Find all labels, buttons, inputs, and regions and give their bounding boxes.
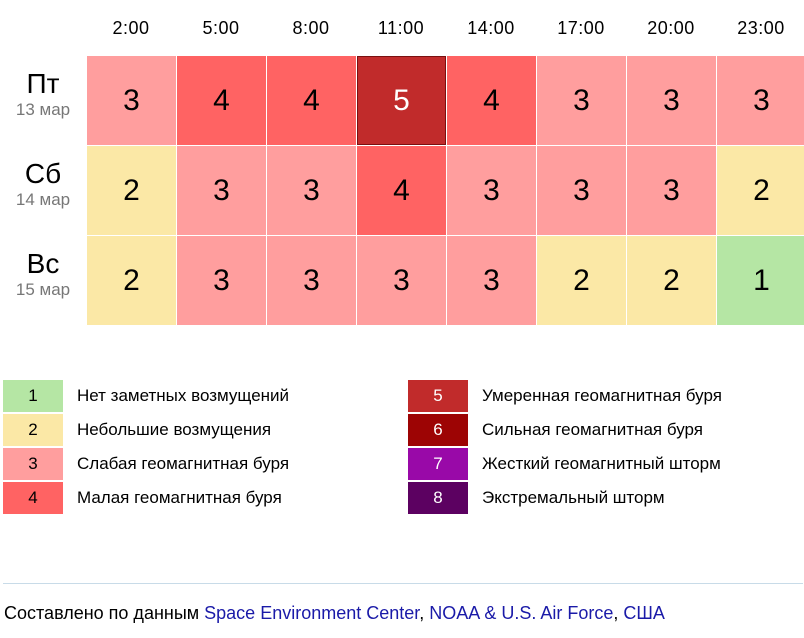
legend-swatch: 6	[408, 414, 468, 446]
legend-swatch: 8	[408, 482, 468, 514]
legend-text: Жесткий геомагнитный шторм	[482, 454, 721, 473]
kp-cell: 3	[357, 236, 446, 325]
time-header: 23:00	[737, 18, 785, 38]
legend-text: Небольшие возмущения	[77, 420, 272, 439]
day-name: Вс	[26, 248, 60, 279]
legend-text: Слабая геомагнитная буря	[77, 454, 290, 473]
legend-item	[3, 414, 271, 446]
legend-text: Экстремальный шторм	[482, 488, 665, 507]
legend-text: Малая геомагнитная буря	[77, 488, 282, 507]
legend-text: Нет заметных возмущений	[77, 386, 290, 405]
legend-text: Умеренная геомагнитная буря	[482, 386, 722, 405]
day-date: 13 мар	[15, 100, 71, 119]
legend-item	[408, 448, 721, 480]
kp-legend	[0, 380, 804, 520]
kp-cell: 4	[267, 56, 356, 145]
source-separator: ,	[419, 603, 430, 623]
kp-cell: 3	[537, 146, 626, 235]
legend-swatch: 5	[408, 380, 468, 412]
legend-swatch: 7	[408, 448, 468, 480]
source-footer	[4, 603, 665, 624]
time-header: 2:00	[112, 18, 150, 38]
space-environment-center-link[interactable]: Space Environment Center	[204, 603, 420, 623]
footer-divider	[3, 583, 803, 584]
legend-item	[3, 482, 282, 514]
noaa-air-force-link[interactable]: NOAA & U.S. Air Force	[429, 603, 614, 623]
source-prefix: Составлено по данным	[4, 603, 205, 623]
day-label	[0, 68, 86, 120]
legend-swatch: 2	[3, 414, 63, 446]
legend-swatch: 3	[3, 448, 63, 480]
kp-cell: 3	[717, 56, 804, 145]
legend-item	[3, 380, 289, 412]
kp-cell: 3	[177, 146, 266, 235]
kp-cell: 3	[537, 56, 626, 145]
source-separator: ,	[613, 603, 624, 623]
usa-link[interactable]: США	[623, 603, 665, 623]
day-date: 15 мар	[15, 280, 71, 299]
legend-item	[408, 482, 665, 514]
legend-item	[408, 414, 703, 446]
kp-cell: 3	[267, 236, 356, 325]
kp-cell: 4	[357, 146, 446, 235]
kp-cell: 2	[87, 236, 176, 325]
day-label	[0, 158, 86, 210]
legend-text: Сильная геомагнитная буря	[482, 420, 703, 439]
kp-cell: 3	[447, 146, 536, 235]
kp-cell: 2	[87, 146, 176, 235]
legend-swatch: 4	[3, 482, 63, 514]
time-header: 11:00	[377, 18, 425, 38]
kp-cell: 5	[357, 56, 446, 145]
time-header: 14:00	[467, 18, 515, 38]
kp-cell: 2	[717, 146, 804, 235]
kp-cell: 3	[627, 146, 716, 235]
time-header: 8:00	[292, 18, 330, 38]
day-date: 14 мар	[15, 190, 71, 209]
kp-cell: 3	[87, 56, 176, 145]
legend-item	[3, 448, 289, 480]
kp-cell: 2	[627, 236, 716, 325]
kp-cell: 1	[717, 236, 804, 325]
time-header: 17:00	[557, 18, 605, 38]
kp-cell: 3	[627, 56, 716, 145]
kp-cell: 2	[537, 236, 626, 325]
legend-swatch: 1	[3, 380, 63, 412]
kp-cell: 4	[447, 56, 536, 145]
kp-cell: 3	[267, 146, 356, 235]
kp-cell: 4	[177, 56, 266, 145]
kp-cell: 3	[447, 236, 536, 325]
time-header: 20:00	[647, 18, 695, 38]
day-name: Пт	[26, 68, 60, 99]
legend-item	[408, 380, 722, 412]
day-name: Сб	[24, 158, 62, 189]
day-label	[0, 248, 86, 300]
kp-cell: 3	[177, 236, 266, 325]
time-header: 5:00	[202, 18, 240, 38]
